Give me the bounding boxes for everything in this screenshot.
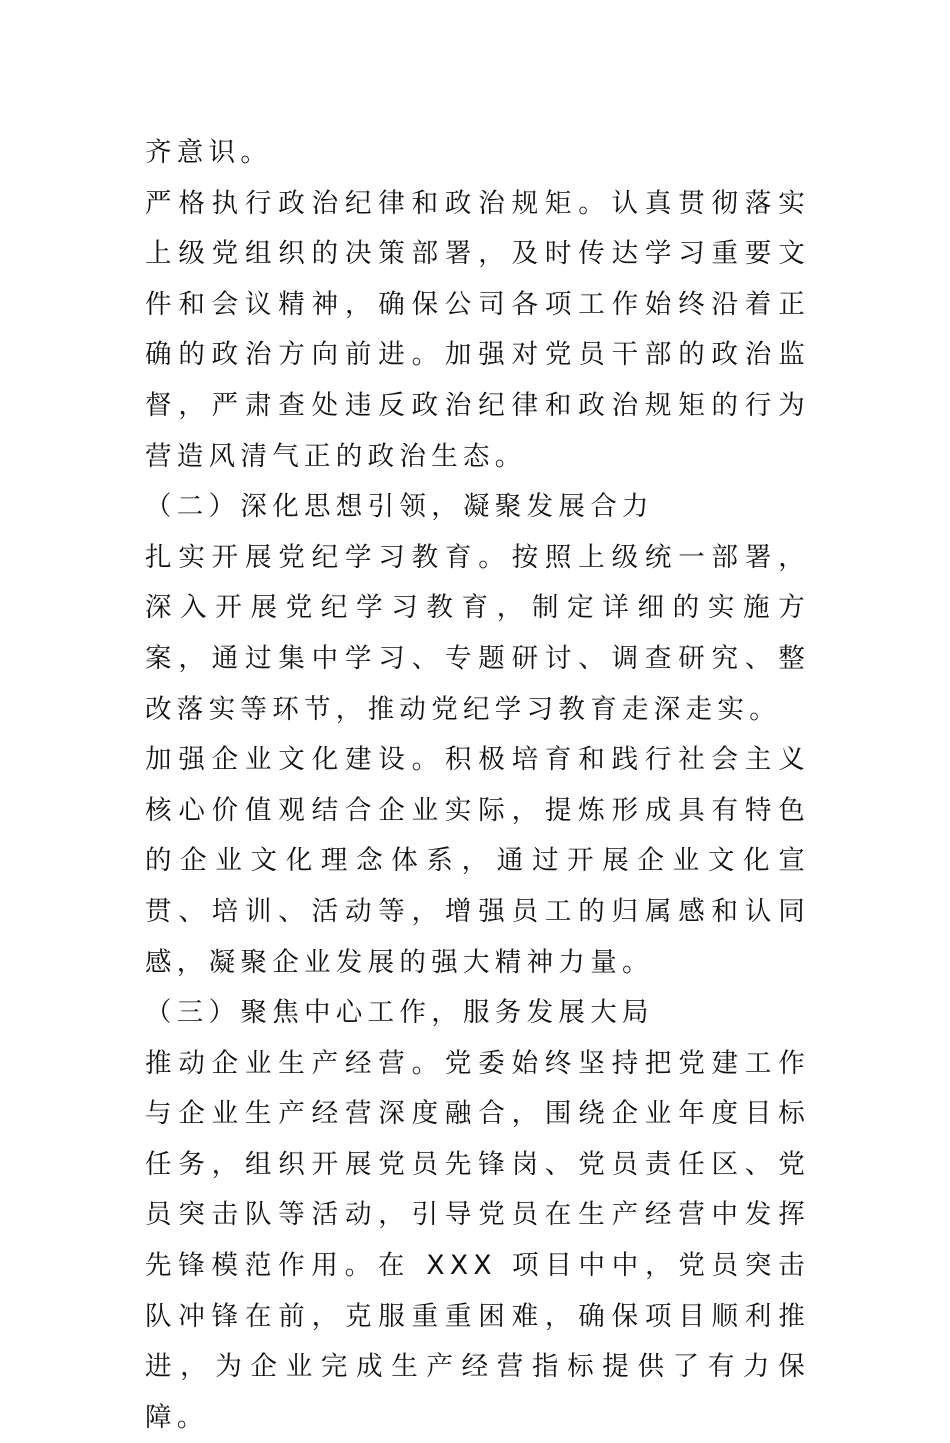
document-body [145, 128, 810, 1443]
paragraph-party-discipline-education: 扎实开展党纪学习教育。按照上级统一部署，深入开展党纪学习教育，制定详细的实施方案，通过集中学习、专题研讨、调查研究、整改落实等环节，推动党纪学习教育走深走实。 [145, 541, 810, 725]
paragraph-continuation: 齐意识。 [145, 137, 273, 168]
paragraph-political-discipline: 严格执行政治纪律和政治规矩。认真贯彻落实上级党组织的决策部署，及时传达学习重要文件和会议精神，确保公司各项工作始终沿着正确的政治方向前进。加强对党员干部的政治监督，严肃查处违反政治纪律和政治规矩的行为营造风清气正的政治生态。 [145, 187, 810, 472]
section-heading-2: （二）深化思想引领，凝聚发展合力 [145, 491, 654, 523]
paragraph-production-operations: 推动企业生产经营。党委始终坚持把党建工作与企业生产经营深度融合，围绕企业年度目标任务，组织开展党员先锋岗、党员责任区、党员突击队等活动，引导党员在生产经营中发挥先锋模范作用。在 XXX 项目中中，党员突击队冲锋在前，克服重重困难，确保项目顺利推进，为企业完成生产经营指标提供了有力保障。 [145, 1047, 810, 1433]
section-heading-3: （三）聚焦中心工作，服务发展大局 [145, 997, 654, 1029]
paragraph-corporate-culture: 加强企业文化建设。积极培育和践行社会主义核心价值观结合企业实际，提炼形成具有特色的企业文化理念体系，通过开展企业文化宣贯、培训、活动等，增强员工的归属感和认同感，凝聚企业发展的强大精神力量。 [145, 744, 810, 978]
